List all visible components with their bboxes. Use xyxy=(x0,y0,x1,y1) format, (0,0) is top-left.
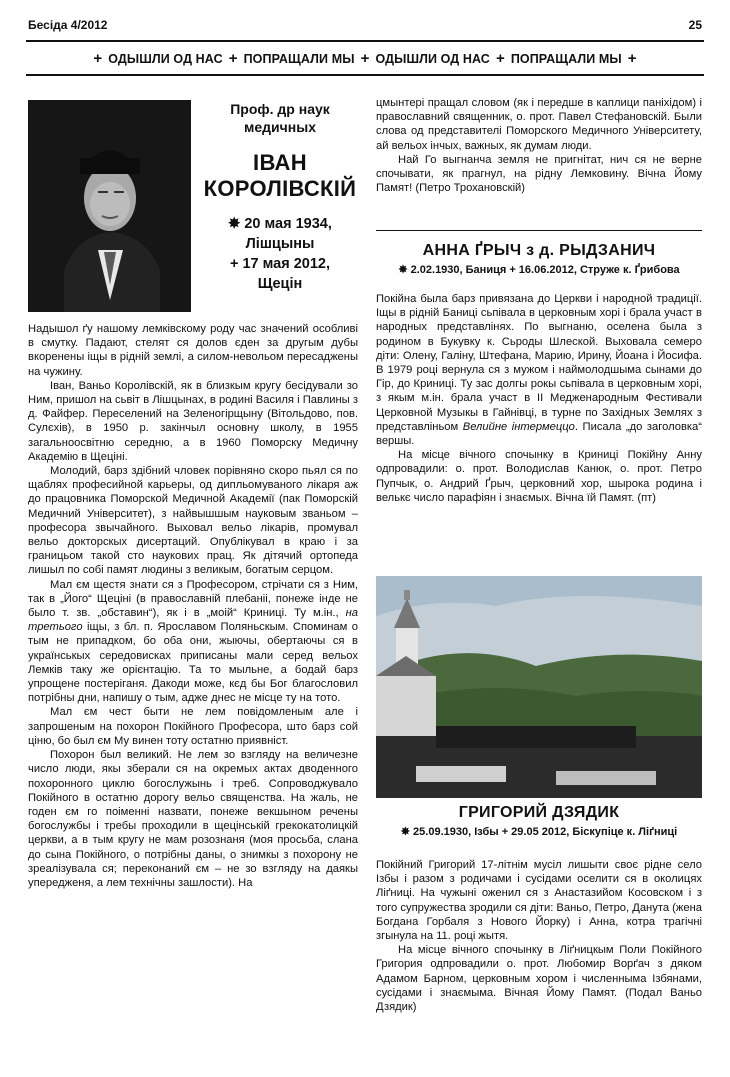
banner-item: ОДЫШЛИ ОД НАС xyxy=(108,52,223,66)
life-dates xyxy=(196,214,364,294)
person-name xyxy=(196,150,364,202)
birth-date: ✸ 20 мая 1934, xyxy=(228,216,332,232)
birth-place: Лішцыны xyxy=(245,236,315,252)
header-rule xyxy=(26,40,704,42)
paragraph: Похорон был великий. Не лем зо взгляду на величезне число люди, якы зберали ся на окремых актах дводенного похоронного циклю богослужынь і треб. Сопроводжувало Покійного в остатню дорогу вельо священства. На жаль, не годен єм го поіменні назвати, понеже векшыном речены богослужбы і требы проходили в щецінській грекокатолицкій церкви, а в тым кругу не мам розознаня (моя просьба, слана до сына Покійного, о потрібны даны, о знимкы з похорону не зреалізувала ся; переконаний єм – не зо взгляду на даякы упередженя, а лем технічны зашлости). На xyxy=(28,749,358,889)
cross-icon: + xyxy=(360,50,370,67)
banner-rule xyxy=(26,74,704,76)
cross-icon: + xyxy=(627,50,637,67)
page-header xyxy=(28,14,702,34)
name-last: КОРОЛІВСКІЙ xyxy=(203,176,357,201)
paragraph: На місце вічного спочынку в Ліґницкым Поли Покійного Григория одпровадили о. прот. Любомир Ворґач з дяком Адамом Барном, церковным хором і численныма Ізбянами, сусідами і знаємыма. Вічная Йому Памят. (Подал Ваньо Дзядик) xyxy=(376,944,702,1014)
paragraph: Покійна была барз привязана до Церкви і народной традиції. Іщы в рідній Баниці сьпівала в церковным хорі і брала участ в народных представлінях. По выгнаню, оселена была з родином в Букувку к. Сьроды Шлеской. Выховала семеро діти: Олену, Галіну, Штефана, Марию, Ирину, Йоана і Йосифа. В 1979 році вернула ся з мужом і наймолодшыма сынами до Гір, до Криниці. Ту зас долгы рокы сьпівала в церковным хорі, з якым м.ін. брала участ в II Медженародным Фестивали Церковной Музыкы в Гайнівці, в турне по Західных Землях з представліньом Велийне інтермеццо. Писала „до заголовка“ вершы. xyxy=(376,293,702,448)
death-place: Щецін xyxy=(257,276,303,292)
paragraph: Покійний Григорий 17-літнім мусіл лишыти своє рідне село Ізбы і разом з родичами і сусідами оселити ся в околицях Ліґниці. На чужыні оженил ся з Анастазийом Косовском і з того супружества зродили ся діти: Ваньо, Петро, Данута (жена Богдана Горбаля з Нового Йорку) і Анна, котра трагічні згынула на 11. році жытя. xyxy=(376,859,702,943)
paragraph: На місце вічного спочынку в Криниці Покійну Анну одпровадили: о. прот. Володислав Канюк, о. прот. Петро Пупчык, о. Андрий Ґрыч, церковний хор, шырока родина і велькє число парафіян і знаємых. Вічна їй Памят. (пт) xyxy=(376,449,702,504)
emphasis: Велийне інтермеццо xyxy=(462,420,575,433)
cross-icon: + xyxy=(228,50,238,67)
obituary-title-dzyadyk xyxy=(376,804,702,838)
portrait-photo xyxy=(28,100,191,312)
person-name: АННА ҐРЫЧ з д. РЫДЗАНИЧ xyxy=(422,242,656,259)
life-dates: ✸ 25.09.1930, Ізбы + 29.05 2012, Біскупіце к. Ліґниці xyxy=(400,826,678,838)
banner-item: ПОПРАЩАЛИ МЫ xyxy=(243,52,355,66)
article-text-right-top xyxy=(376,96,702,195)
paragraph: цмынтері пращал словом (як і передше в каплици паніхідом) і православний священник, о. прот. Павел Стефановскій. Были слова од представителі Поморского Медичного Університету, ай вельох інчых, важных, як думам люди. xyxy=(376,97,702,152)
page-number: 25 xyxy=(688,18,702,32)
paragraph: Іван, Ваньо Королівскій, як в близкым кругу бесідували зо Ним, пришол на сьвіт в Лішцынах, в родині Василя і Павлины з д. Файфер. Переселений на Зеленогірщыну (Вітольдово, пов. Сулєхів), в 1950 р. закінчыл основну школу, в 1955 загальноосвітню середню, а в 1960 Поморску Медичну Академію в Щеціні. xyxy=(28,379,358,463)
paragraph: Молодий, барз здібний чловек порівняно скоро пьял ся по щаблях професийной карьеры, од дипльомуваного лікаря аж до працовника Поморской Медичной Академії (пак Поморскій Медичний Університет), з найвышшым науковым званьом – професора звычайного. Выховал вельо лікарів, промувал вельо докторскых дисертаций. Опублікувал в краю і за границьом такой сто наукових прац. Як дітячий ортопеда лишыл по собі памят людины з великым, богатым серцом. xyxy=(28,465,358,577)
obituary-title-korolivskyi xyxy=(196,100,364,294)
banner-item: ПОПРАЩАЛИ МЫ xyxy=(510,52,622,66)
section-divider xyxy=(376,230,702,231)
academic-title: Проф. др наук медичных xyxy=(230,101,330,135)
obituary-title-grych xyxy=(376,242,702,276)
funeral-photo xyxy=(376,576,702,798)
article-text-grych xyxy=(376,292,702,505)
paragraph: Мал єм щестя знати ся з Професором, стрічати ся з Ним, так в „Його“ Щеціні (в православній плебаніі, понеже інде не было т. зв. „обставин“), як і в „моій“ Криниці. Ту м.ін., на третього іщы, з бл. п. Ярославом Поляньскым. Споминам о тым не припадком, бо оба они, жыючы, обертаючы ся в українськых середовисках приписаны мали серед вельох Лемків таку же орієнтацію. Та то мыльне, а бодай барз упрощене постеріганя. Дакоди може, кєд бы Бог благословил потрібны дни, напишу о тым, адже днес не місце ту на тото. xyxy=(28,578,358,705)
article-text-left xyxy=(28,322,358,890)
cross-icon: + xyxy=(93,50,103,67)
issue-label: Бесіда 4/2012 xyxy=(28,18,108,32)
banner-item: ОДЫШЛИ ОД НАС xyxy=(375,52,490,66)
emphasis: на третього xyxy=(28,607,358,634)
life-dates: ✸ 2.02.1930, Баниця + 16.06.2012, Струже к. Ґрибова xyxy=(398,264,680,276)
paragraph: Надышол ґу нашому лемківскому роду час значений особливі в смутку. Падают, стелят ся долов єден за другым дубы вкоренены іщы в рідній землі, а силом-невольом пересаджены на чужину. xyxy=(28,323,358,378)
paragraph: Мал єм чест быти не лем повідомленым але і запрошеным на похорон Покійного Професора, што барз сой ціню, бо был єм Му винен тоту остатню приявніст. xyxy=(28,706,358,747)
cross-icon: + xyxy=(495,50,505,67)
death-date: + 17 мая 2012, xyxy=(229,256,331,272)
name-first: ІВАН xyxy=(253,150,307,175)
paragraph: Най Го выгнанча земля не пригнітат, нич ся не верне спочывати, як прагнул, на рідну Лемковину. Вічна Йому Памят! (Петро Трохановскій) xyxy=(376,153,702,195)
section-banner xyxy=(26,50,704,70)
person-name: ГРИГОРИЙ ДЗЯДИК xyxy=(458,804,620,821)
article-text-dzyadyk xyxy=(376,858,702,1014)
